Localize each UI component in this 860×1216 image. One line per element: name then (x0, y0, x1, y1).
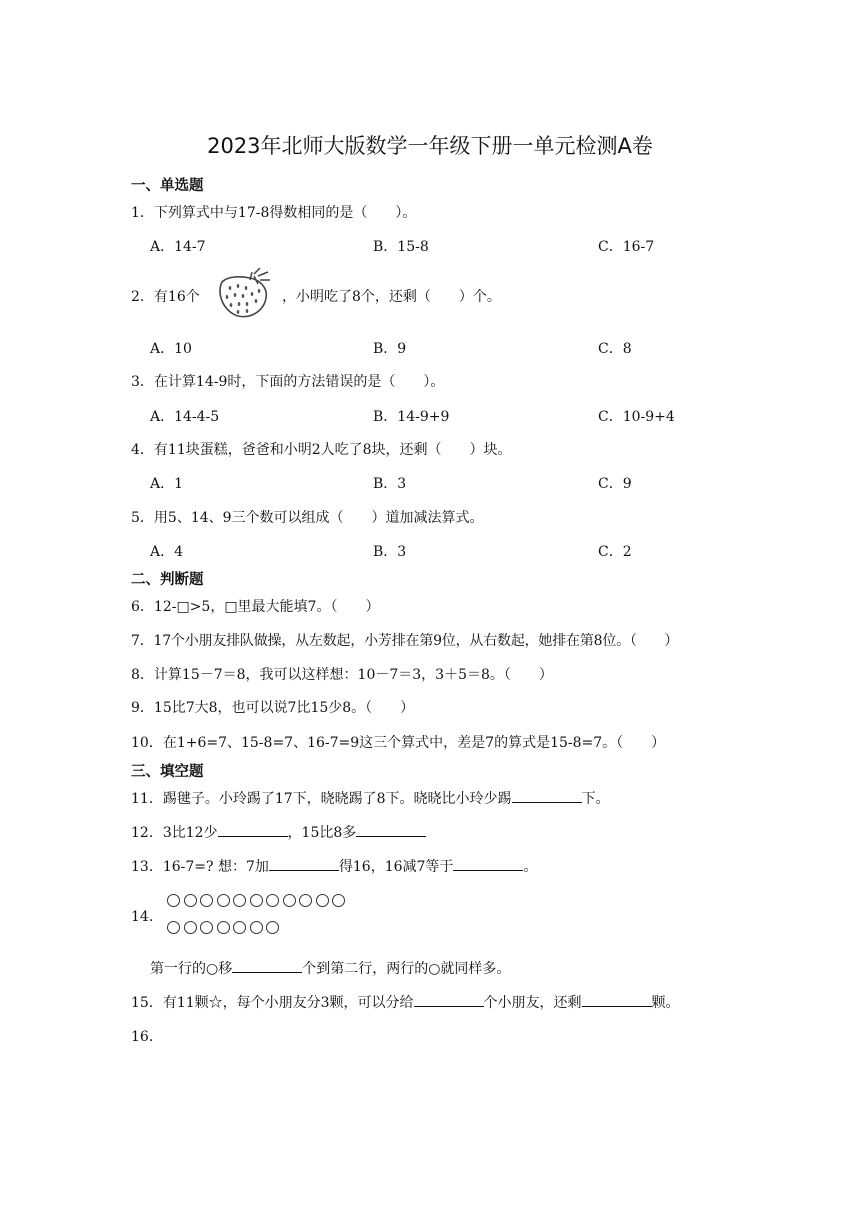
circle-icon (250, 921, 263, 934)
q13-text-1: 13．16-7=? 想：7加 (131, 859, 269, 875)
question-9: 9．15比7大8，也可以说7比15少8。（ ） (131, 700, 415, 716)
circle-icon (316, 894, 329, 907)
circle-icon (233, 921, 246, 934)
q2-option-a: A．10 (150, 341, 192, 357)
q4-option-b: B．3 (373, 476, 407, 492)
circle-icon (217, 894, 230, 907)
q3-option-b: B．14-9+9 (373, 409, 450, 425)
circle-icon (283, 894, 296, 907)
q12-text-1: 12．3比12少 (131, 825, 218, 841)
q2-option-b: B．9 (373, 341, 407, 357)
answer-blank[interactable] (453, 858, 523, 871)
question-16: 16． (131, 1029, 163, 1045)
question-8: 8．计算15－7＝8，我可以这样想：10－7＝3，3＋5＝8。（ ） (131, 667, 553, 683)
q4-option-c: C．9 (598, 476, 632, 492)
question-14-number: 14． (131, 909, 163, 925)
question-12 (131, 822, 426, 842)
answer-blank[interactable] (356, 824, 426, 837)
answer-blank[interactable] (269, 858, 339, 871)
page-title: 2023年北师大版数学一年级下册一单元检测A卷 (207, 134, 653, 158)
q12-text-2: ，15比8多 (287, 825, 357, 841)
question-2-suffix: ，小明吃了8个，还剩（ ）个。 (282, 289, 501, 305)
circle-icon (332, 894, 345, 907)
q1-option-c: C．16-7 (598, 239, 655, 255)
circle-icon (167, 894, 180, 907)
question-13 (131, 856, 537, 876)
answer-blank[interactable] (232, 960, 302, 973)
question-2-prefix: 2．有16个 (131, 289, 200, 305)
question-14-text (150, 958, 510, 978)
question-15 (131, 992, 680, 1012)
circle-icon (233, 894, 246, 907)
q13-text-2: 得16，16减7等于 (338, 859, 454, 875)
question-5: 5．用5、14、9三个数可以组成（ ）道加减法算式。 (131, 510, 484, 526)
q4-option-a: A．1 (150, 476, 184, 492)
q11-text: 11．踢毽子。小玲踢了17下，晓晓踢了8下。晓晓比小玲少踢 (131, 791, 512, 807)
q1-option-a: A．14-7 (150, 239, 206, 255)
answer-blank[interactable] (218, 824, 288, 837)
circle-icon (266, 921, 279, 934)
question-11 (131, 788, 610, 808)
strawberry-icon (214, 266, 272, 320)
answer-blank[interactable] (414, 994, 484, 1007)
q3-option-c: C．10-9+4 (598, 409, 675, 425)
answer-blank[interactable] (512, 790, 582, 803)
section-heading-single-choice: 一、单选题 (131, 178, 204, 194)
circle-icon (184, 894, 197, 907)
section-heading-true-false: 二、判断题 (131, 572, 204, 588)
answer-blank[interactable] (582, 994, 652, 1007)
question-7: 7．17个小朋友排队做操，从左数起，小芳排在第9位，从右数起，她排在第8位。（ ） (131, 633, 679, 649)
q5-option-b: B．3 (373, 544, 407, 560)
circle-icon (167, 921, 180, 934)
question-1: 1．下列算式中与17-8得数相同的是（ ）。 (131, 205, 417, 221)
circle-icon (266, 894, 279, 907)
q1-option-b: B．15-8 (373, 239, 429, 255)
q14-text-1: 第一行的○移 (150, 961, 233, 977)
q13-text-3: 。 (523, 859, 538, 875)
q11-text-end: 下。 (581, 791, 610, 807)
circle-icon (200, 894, 213, 907)
section-heading-fill-blank: 三、填空题 (131, 764, 204, 780)
q15-text-3: 颗。 (651, 995, 680, 1011)
circle-icon (217, 921, 230, 934)
circle-icon (184, 921, 197, 934)
question-6: 6．12-□>5，□里最大能填7。（ ） (131, 599, 380, 615)
question-4: 4．有11块蛋糕，爸爸和小明2人吃了8块，还剩（ ）块。 (131, 442, 512, 458)
q2-option-c: C．8 (598, 341, 632, 357)
q5-option-c: C．2 (598, 544, 632, 560)
q3-option-a: A．14-4-5 (150, 409, 220, 425)
question-3: 3．在计算14-9时，下面的方法错误的是（ ）。 (131, 374, 445, 390)
q5-option-a: A．4 (150, 544, 184, 560)
circle-icon (200, 921, 213, 934)
question-10: 10．在1+6=7、15-8=7、16-7=9这三个算式中，差是7的算式是15-8=7。（ ） (131, 735, 666, 751)
q15-text-1: 15．有11颗☆，每个小朋友分3颗，可以分给 (131, 995, 414, 1011)
q15-text-2: 个小朋友，还剩 (483, 995, 582, 1011)
circle-icon (250, 894, 263, 907)
circle-icon (299, 894, 312, 907)
q14-text-2: 个到第二行，两行的○就同样多。 (302, 961, 511, 977)
